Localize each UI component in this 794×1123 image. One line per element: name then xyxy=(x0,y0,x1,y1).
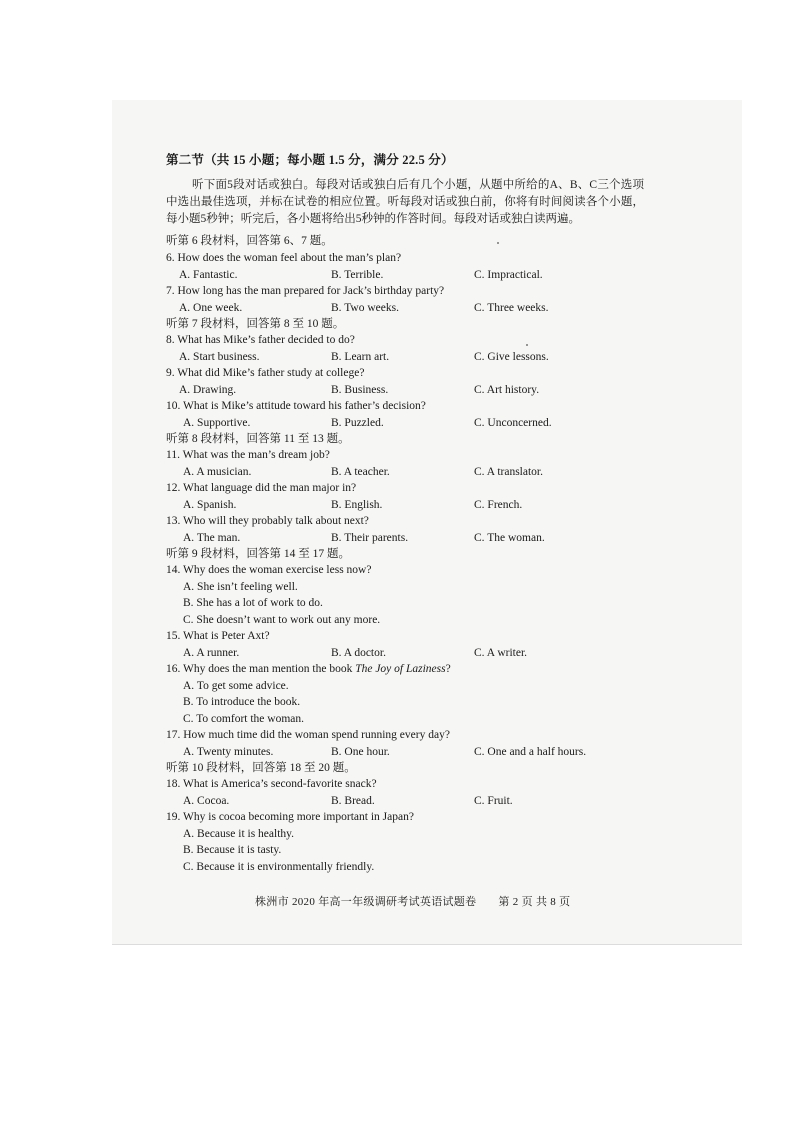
option-b: B. To introduce the book. xyxy=(183,696,301,708)
option-b: B. She has a lot of work to do. xyxy=(183,597,323,609)
question-mark: ? xyxy=(445,663,451,675)
section-instructions: 听下面5段对话或独白。每段对话或独白后有几个小题，从题中所给的A、B、C三个选项中选出最佳选项，并标在试卷的相应位置。听每段对话或独白前，你将有时间阅读各个小题，每小题5秒钟；听完后，各小题将给出5秒钟的作答时间。每段对话或独白读两遍。 xyxy=(166,179,644,225)
option-c: C. The woman. xyxy=(474,532,545,544)
material-heading: 听第 9 段材料，回答第 14 至 17 题。 xyxy=(166,548,350,560)
option-a: A. To get some advice. xyxy=(183,680,289,692)
option-b: B. Bread. xyxy=(331,795,375,807)
option-b: B. Learn art. xyxy=(331,351,390,363)
option-c: C. French. xyxy=(474,499,523,511)
option-b: B. English. xyxy=(331,499,383,511)
option-a: A. She isn’t feeling well. xyxy=(183,581,298,593)
option-a: A. Drawing. xyxy=(179,384,237,396)
material-heading: 听第 6 段材料，回答第 6、7 题。 xyxy=(166,235,333,247)
option-c: C. Impractical. xyxy=(474,269,543,281)
question-stem: 19. Why is cocoa becoming more important in Japan? xyxy=(166,811,414,823)
option-c: C. One and a half hours. xyxy=(474,746,587,758)
material-heading: 听第 8 段材料，回答第 11 至 13 题。 xyxy=(166,433,350,445)
option-c: C. To comfort the woman. xyxy=(183,713,304,725)
question-stem: 8. What has Mike’s father decided to do? xyxy=(166,334,355,346)
question-stem: 17. How much time did the woman spend running every day? xyxy=(166,729,450,741)
option-a: A. A runner. xyxy=(183,647,240,659)
option-a: A. The man. xyxy=(183,532,241,544)
option-c: C. She doesn’t want to work out any more. xyxy=(183,614,381,626)
question-stem: 18. What is America’s second-favorite snack? xyxy=(166,778,377,790)
question-stem: 13. Who will they probably talk about next? xyxy=(166,515,369,527)
option-b: B. A doctor. xyxy=(331,647,386,659)
option-a: A. Twenty minutes. xyxy=(183,746,274,758)
option-b: B. Puzzled. xyxy=(331,417,384,429)
option-c: C. Unconcerned. xyxy=(474,417,552,429)
option-a: A. Start business. xyxy=(179,351,260,363)
book-title: The Joy of Laziness xyxy=(355,663,446,675)
option-a: A. A musician. xyxy=(183,466,252,478)
option-a: A. Fantastic. xyxy=(179,269,238,281)
option-c: C. Fruit. xyxy=(474,795,513,807)
option-b: B. One hour. xyxy=(331,746,390,758)
question-stem: 15. What is Peter Axt? xyxy=(166,630,270,642)
question-stem: 12. What language did the man major in? xyxy=(166,482,357,494)
option-a: A. Cocoa. xyxy=(183,795,230,807)
option-c: C. A translator. xyxy=(474,466,543,478)
scan-speck xyxy=(497,242,499,244)
material-heading: 听第 7 段材料，回答第 8 至 10 题。 xyxy=(166,318,345,330)
option-c: C. Give lessons. xyxy=(474,351,549,363)
option-a: A. Supportive. xyxy=(183,417,251,429)
question-stem: 11. What was the man’s dream job? xyxy=(166,449,330,461)
option-c: C. A writer. xyxy=(474,647,528,659)
material-heading: 听第 10 段材料，回答第 18 至 20 题。 xyxy=(166,762,356,774)
option-b: B. Their parents. xyxy=(331,532,409,544)
option-b: B. Terrible. xyxy=(331,269,384,281)
option-b: B. Because it is tasty. xyxy=(183,844,282,856)
option-a: A. Spanish. xyxy=(183,499,237,511)
page-edge xyxy=(112,944,742,945)
question-stem: 10. What is Mike’s attitude toward his father’s decision? xyxy=(166,400,426,412)
question-stem: 14. Why does the woman exercise less now? xyxy=(166,564,372,576)
section-header: 第二节（共 15 小题；每小题 1.5 分，满分 22.5 分） xyxy=(166,153,454,167)
scan-speck xyxy=(526,344,528,346)
option-c: C. Art history. xyxy=(474,384,540,396)
question-stem: 9. What did Mike’s father study at college? xyxy=(166,367,365,379)
option-c: C. Three weeks. xyxy=(474,302,549,314)
footer-title: 株洲市 2020 年高一年级调研考试英语试题卷 xyxy=(255,896,477,908)
question-stem: 7. How long has the man prepared for Jack’s birthday party? xyxy=(166,285,445,297)
option-a: A. Because it is healthy. xyxy=(183,828,295,840)
question-stem: 6. How does the woman feel about the man’s plan? xyxy=(166,252,402,264)
option-b: B. Two weeks. xyxy=(331,302,399,314)
option-b: B. Business. xyxy=(331,384,389,396)
question-stem-text: 16. Why does the man mention the book xyxy=(166,663,356,675)
page-footer xyxy=(255,893,570,909)
option-c: C. Because it is environmentally friendly. xyxy=(183,861,375,873)
option-b: B. A teacher. xyxy=(331,466,390,478)
page-number: 第 2 页 共 8 页 xyxy=(498,896,571,908)
question-stem xyxy=(166,662,451,677)
option-a: A. One week. xyxy=(179,302,243,314)
